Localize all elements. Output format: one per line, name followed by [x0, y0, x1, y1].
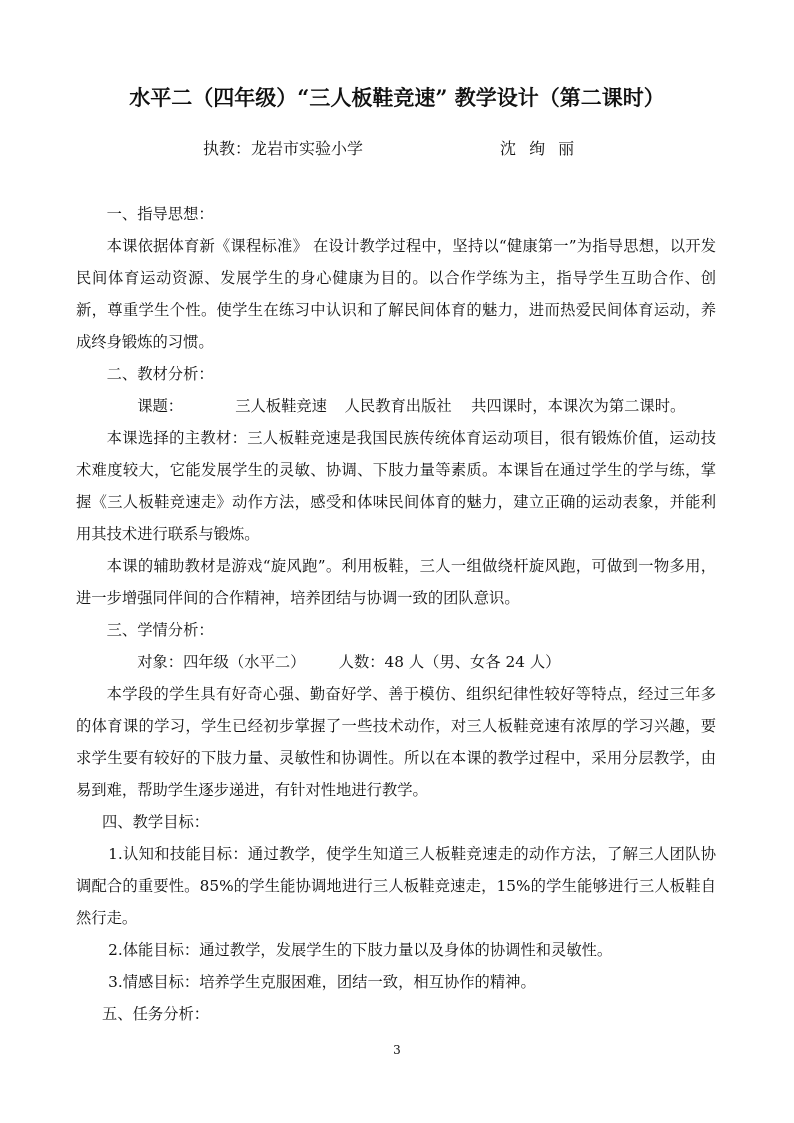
paragraph-main-material: 本课选择的主教材：三人板鞋竞速是我国民族传统体育运动项目，很有锻炼价值，运动技术难度较大，它能发展学生的灵敏、协调、下肢力量等素质。本课旨在通过学生的学与练，掌握《三人板鞋竞速走》动作方法，感受和体味民间体育的魅力，建立正确的运动表象，并能利用其技术进行联系与锻炼。: [76, 429, 716, 543]
goal-affective: 3.情感目标：培养学生克服困难，团结一致，相互协作的精神。: [108, 973, 536, 991]
section-heading-teaching-goals: 四、教学目标：: [102, 813, 210, 831]
paragraph-auxiliary-material: 本课的辅助教材是游戏“旋风跑”。利用板鞋，三人一组做绕杆旋风跑，可做到一物多用，进一步增强同伴间的合作精神，培养团结与协调一致的团队意识。: [76, 557, 716, 607]
page-number: 3: [393, 1043, 401, 1057]
learner-info-line: [76, 646, 716, 678]
paragraph-guiding-thought: 本课依据体育新《课程标准》 在设计教学过程中，坚持以“健康第一”为指导思想，以开发民间体育运动资源、发展学生的身心健康为目的。以合作学练为主，指导学生互助合作、创新，尊重学生个性。使学生在练习中认识和了解民间体育的魅力，进而热爱民间体育运动，养成终身锻炼的习惯。: [76, 237, 716, 351]
learner-target: 对象：四年级（水平二）: [137, 653, 306, 671]
section-heading-learner-analysis: 三、学情分析：: [106, 621, 214, 639]
goal-physical: 2.体能目标：通过教学，发展学生的下肢力量以及身体的协调性和灵敏性。: [108, 941, 613, 959]
course-label: 课题：: [137, 397, 184, 415]
section-heading-material-analysis: 二、教材分析：: [106, 365, 214, 383]
learner-count: 人数：48 人（男、女各 24 人）: [338, 653, 561, 671]
goal-cognitive-skill: 1.认知和技能目标：通过教学，使学生知道三人板鞋竞速走的动作方法，了解三人团队协调配合的重要性。85%的学生能协调地进行三人板鞋竞速走，15%的学生能够进行三人板鞋自然行走。: [76, 845, 716, 927]
paragraph-learner-analysis: 本学段的学生具有好奇心强、勤奋好学、善于模仿、组织纪律性较好等特点，经过三年多的体育课的学习，学生已经初步掌握了一些技术动作，对三人板鞋竞速有浓厚的学习兴趣，要求学生要有较好的下肢力量、灵敏性和协调性。所以在本课的教学过程中，采用分层教学，由易到难，帮助学生逐步递进，有针对性地进行教学。: [76, 685, 716, 799]
lesson-info: 共四课时，本课次为第二课时。: [471, 397, 686, 415]
byline-teacher: 沈 绚 丽: [500, 139, 579, 158]
byline-school: 执教：龙岩市实验小学: [203, 139, 364, 158]
publisher: 人民教育出版社: [344, 397, 452, 415]
course-name: 三人板鞋竞速: [235, 397, 327, 415]
document-body: [76, 198, 716, 1030]
page-title: 水平二（四年级）“三人板鞋竞速” 教学设计（第二课时）: [129, 85, 665, 110]
course-info-line: [76, 390, 716, 422]
section-heading-guiding-thought: 一、指导思想：: [106, 205, 214, 223]
section-heading-task-analysis: 五、任务分析：: [102, 1005, 210, 1023]
